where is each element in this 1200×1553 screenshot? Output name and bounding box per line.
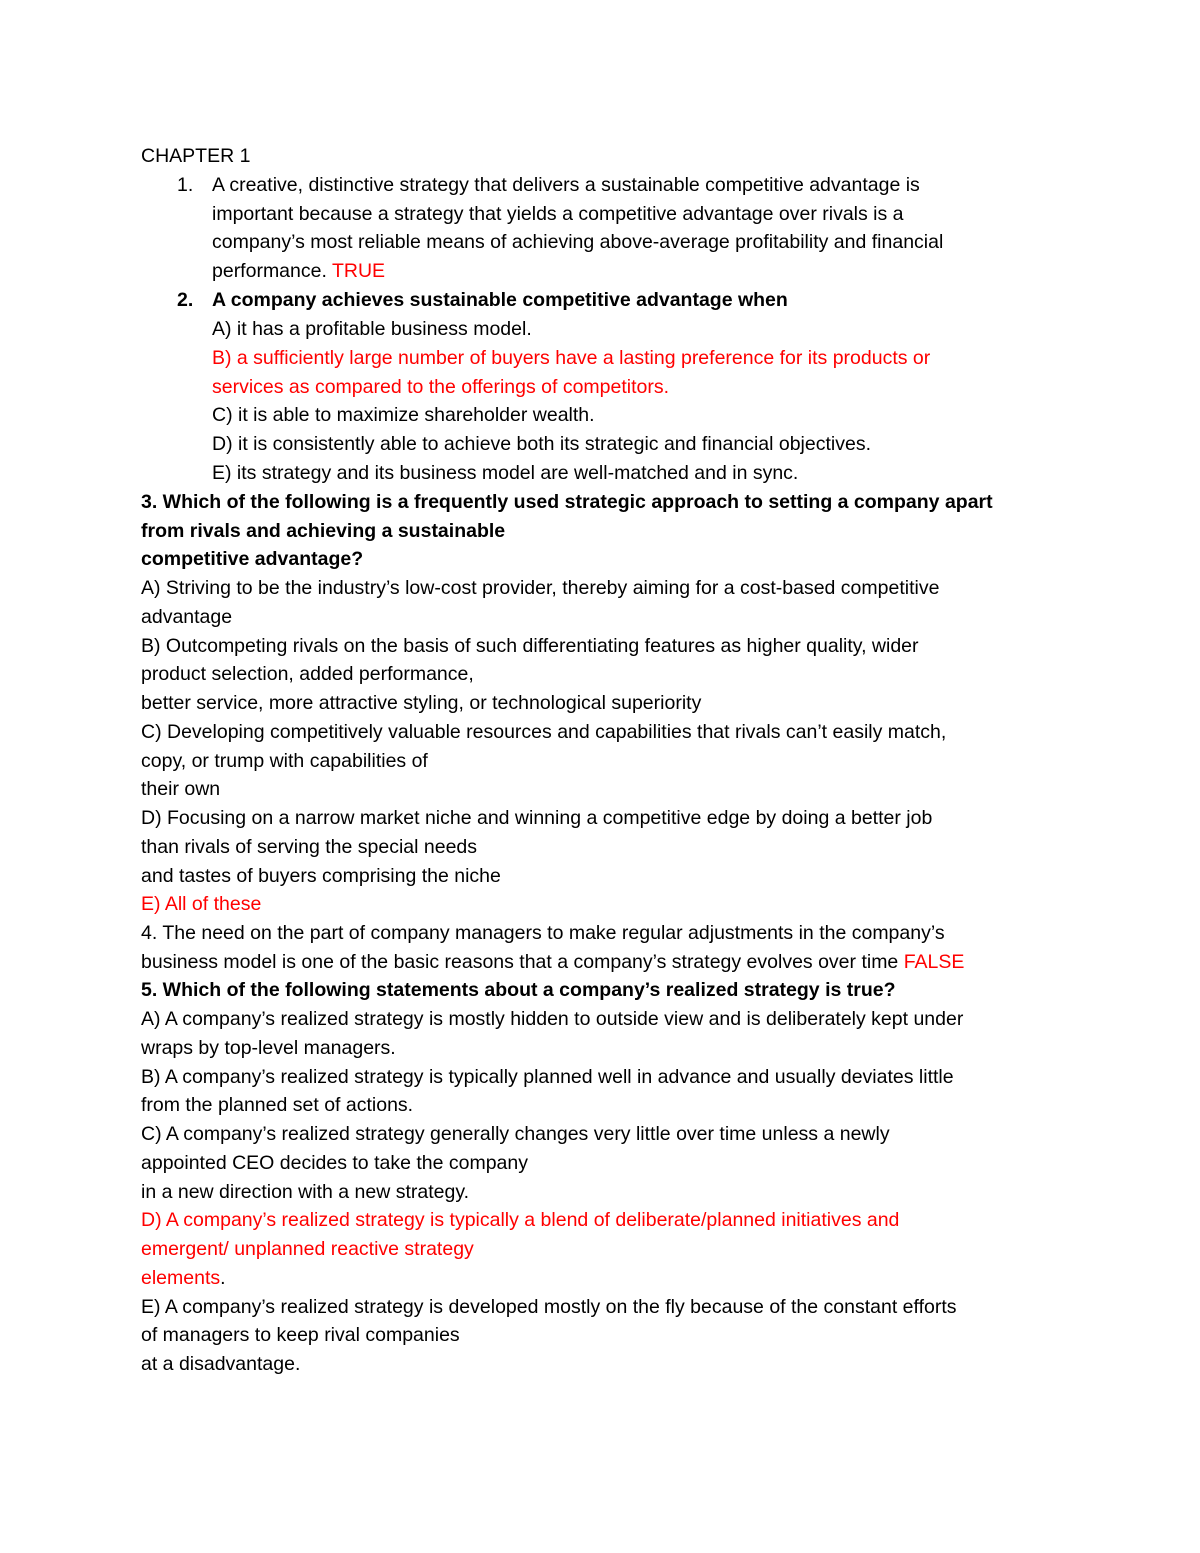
q5-option-c: C) A company’s realized strategy generally changes very little over time unless a newly (141, 1123, 890, 1145)
q5-option-e: E) A company’s realized strategy is developed mostly on the fly because of the constant efforts (141, 1296, 957, 1318)
q5-option-e: at a disadvantage. (141, 1353, 301, 1375)
q3-option-b: product selection, added performance, (141, 663, 474, 685)
q3-option-d: and tastes of buyers comprising the niche (141, 865, 501, 887)
q1-line: important because a strategy that yields a competitive advantage over rivals is a (212, 203, 904, 225)
q5-option-b: from the planned set of actions. (141, 1094, 414, 1116)
q2-question: A company achieves sustainable competitive advantage when (212, 289, 788, 311)
q5-option-d: D) A company’s realized strategy is typically a blend of deliberate/planned initiatives and (141, 1209, 900, 1231)
q3-option-c: copy, or trump with capabilities of (141, 750, 428, 772)
q2-option-d: D) it is consistently able to achieve both its strategic and financial objectives. (212, 433, 872, 455)
q1-line (212, 259, 385, 283)
q5-option-d: emergent/ unplanned reactive strategy (141, 1238, 474, 1260)
q4-line (141, 950, 964, 974)
q3-option-e: E) All of these (141, 893, 262, 915)
q3-option-b: B) Outcompeting rivals on the basis of such differentiating features as higher quality, wider (141, 635, 919, 657)
q4-answer: FALSE (903, 951, 965, 973)
q2-option-e: E) its strategy and its business model are well-matched and in sync. (212, 462, 799, 484)
q3-question: from rivals and achieving a sustainable (141, 520, 506, 542)
q2-number: 2. (177, 289, 194, 311)
q3-option-c: C) Developing competitively valuable resources and capabilities that rivals can’t easily match, (141, 721, 947, 743)
q1-line: company’s most reliable means of achieving above-average profitability and financial (212, 231, 944, 253)
q3-option-a: advantage (141, 606, 233, 628)
q5-option-d-period: . (220, 1267, 226, 1289)
chapter-heading: CHAPTER 1 (141, 145, 251, 167)
q3-question: competitive advantage? (141, 548, 364, 570)
q5-option-c: in a new direction with a new strategy. (141, 1181, 470, 1203)
q3-option-a: A) Striving to be the industry’s low-cost provider, thereby aiming for a cost-based competitive (141, 577, 940, 599)
q5-option-a: wraps by top-level managers. (141, 1037, 396, 1059)
q1-number: 1. (177, 174, 194, 196)
q1-line: A creative, distinctive strategy that delivers a sustainable competitive advantage is (212, 174, 920, 196)
q5-option-d (141, 1266, 226, 1290)
q2-option-a: A) it has a profitable business model. (212, 318, 532, 340)
q5-option-a: A) A company’s realized strategy is mostly hidden to outside view and is deliberately kept under (141, 1008, 964, 1030)
q2-option-b: B) a sufficiently large number of buyers have a lasting preference for its products or (212, 347, 931, 369)
q4-line: 4. The need on the part of company managers to make regular adjustments in the company’s (141, 922, 945, 944)
q3-option-c: their own (141, 778, 221, 800)
q1-line-text: performance. (212, 260, 332, 282)
q5-option-e: of managers to keep rival companies (141, 1324, 460, 1346)
q2-option-b-cont: services as compared to the offerings of competitors. (212, 376, 670, 398)
q5-option-c: appointed CEO decides to take the company (141, 1152, 528, 1174)
q3-option-b: better service, more attractive styling, or technological superiority (141, 692, 702, 714)
q3-question: 3. Which of the following is a frequently used strategic approach to setting a company apart (141, 491, 993, 513)
q3-option-d: than rivals of serving the special needs (141, 836, 478, 858)
q2-option-c: C) it is able to maximize shareholder wealth. (212, 404, 595, 426)
q5-question: 5. Which of the following statements about a company’s realized strategy is true? (141, 979, 896, 1001)
q5-option-b: B) A company’s realized strategy is typically planned well in advance and usually deviates little (141, 1066, 954, 1088)
q4-line-text: business model is one of the basic reasons that a company’s strategy evolves over time (141, 951, 904, 973)
q3-option-d: D) Focusing on a narrow market niche and winning a competitive edge by doing a better job (141, 807, 933, 829)
q1-answer: TRUE (331, 260, 386, 282)
q5-option-d-text: elements (141, 1267, 221, 1289)
